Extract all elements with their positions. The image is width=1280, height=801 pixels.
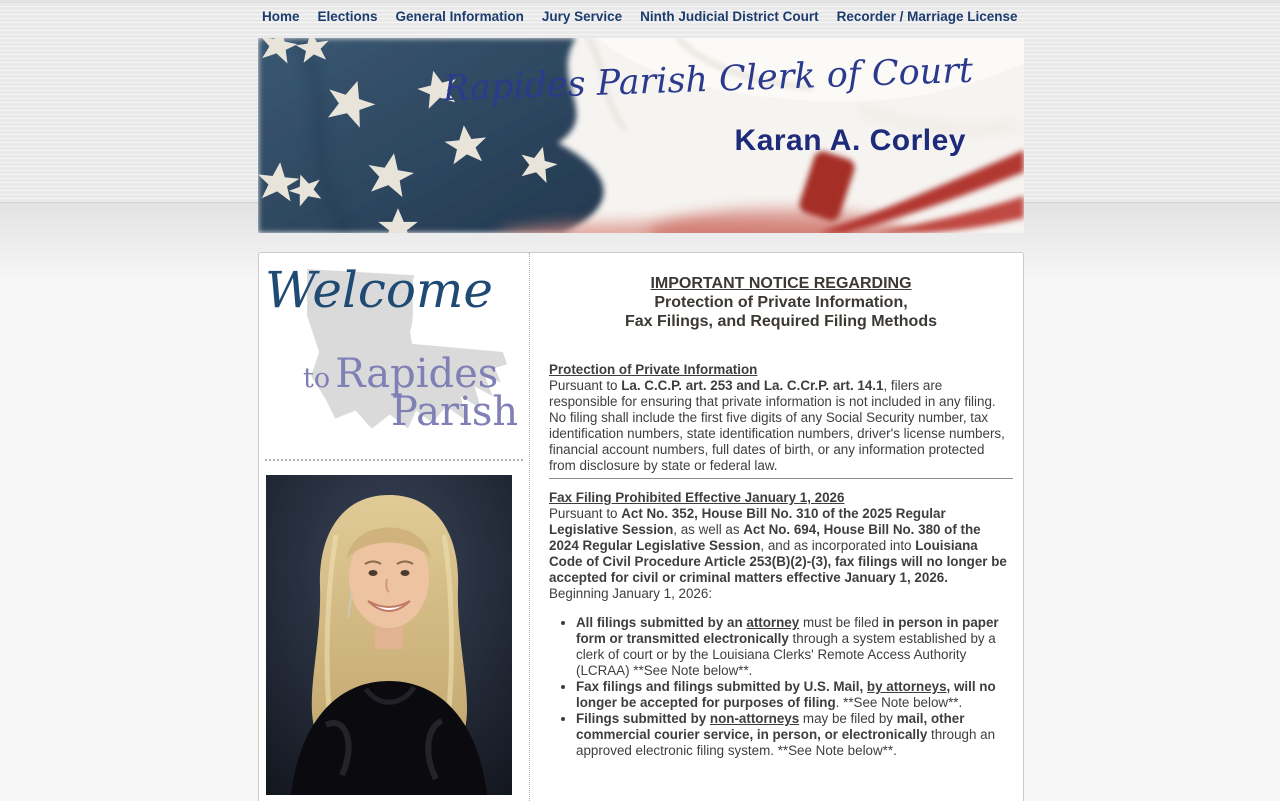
notice-heading-line1: IMPORTANT NOTICE REGARDING bbox=[650, 275, 912, 292]
notice-heading-line2: Protection of Private Information, bbox=[654, 294, 908, 311]
section-private-information bbox=[549, 362, 1013, 474]
notice-bullet-item: • All filings submitted by an attorney must be filed in person in paper form or transmitted electronically through a system established by a clerk of court or by the Louisiana Clerks' Remote Access Authority (LCRAA) **See Note below**. bbox=[576, 615, 1013, 679]
welcome-graphic bbox=[265, 261, 517, 451]
clerk-portrait-photo bbox=[266, 475, 512, 795]
content-panel bbox=[258, 252, 1024, 801]
section-body: Pursuant to La. C.C.P. art. 253 and La. C.Cr.P. art. 14.1, filers are responsible for ensuring that private information is not included in any filing. No filing shall include the first five digits of any Social Security number, tax identification numbers, state identification numbers, driver's license numbers, financial account numbers, full dates of birth, or any information protected from disclosure by state or federal law. bbox=[549, 378, 1005, 473]
section-body: Pursuant to Act No. 352, House Bill No. 310 of the 2025 Regular Legislative Session, as well as Act No. 694, House Bill No. 380 of the 2024 Regular Legislative Session, and as incorporated into Louisiana Code of Civil Procedure Article 253(B)(2)-(3), fax filings will no longer be accepted for civil or criminal matters effective January 1, 2026. bbox=[549, 506, 1007, 585]
welcome-rapides-text: Rapides bbox=[335, 351, 499, 397]
welcome-parish-text: Parish bbox=[391, 389, 519, 435]
nav-item-elections[interactable]: Elections bbox=[317, 9, 378, 24]
filing-rules-list bbox=[549, 615, 1013, 759]
top-navigation bbox=[262, 9, 1017, 24]
welcome-script-text: Welcome bbox=[265, 261, 494, 319]
section-fax-filing bbox=[549, 490, 1013, 586]
section-divider bbox=[549, 478, 1013, 479]
notice-heading-line3: Fax Filings, and Required Filing Methods bbox=[624, 313, 937, 330]
notice-heading bbox=[549, 274, 1013, 331]
welcome-to-text: to bbox=[303, 363, 331, 394]
notice-bullet-item: • Filings submitted by non-attorneys may be filed by mail, other commercial courier service, in person, or electronically through an approved electronic filing system. **See Note below**. bbox=[576, 711, 1013, 759]
sidebar bbox=[259, 253, 530, 801]
header-banner bbox=[258, 38, 1024, 233]
dotted-separator bbox=[265, 459, 523, 461]
nav-item-home[interactable]: Home bbox=[262, 9, 300, 24]
notice-bullet-item: • Fax filings and filings submitted by U.S. Mail, by attorneys, will no longer be accepted for purposes of filing. **See Note below**. bbox=[576, 679, 1013, 711]
clerk-name: Karan A. Corley bbox=[734, 124, 966, 157]
section-title: Protection of Private Information bbox=[549, 362, 758, 377]
site-title: Rapides Parish Clerk of Court bbox=[442, 50, 974, 110]
nav-item-ninth-judicial-district-court[interactable]: Ninth Judicial District Court bbox=[640, 9, 819, 24]
nav-item-jury-service[interactable]: Jury Service bbox=[541, 9, 623, 24]
section-title: Fax Filing Prohibited Effective January 1, 2026 bbox=[549, 490, 845, 505]
nav-item-general-information[interactable]: General Information bbox=[395, 9, 524, 24]
beginning-line: Beginning January 1, 2026: bbox=[549, 586, 713, 601]
notice-content bbox=[530, 253, 1023, 801]
nav-item-recorder-marriage-license[interactable]: Recorder / Marriage License bbox=[836, 9, 1018, 24]
